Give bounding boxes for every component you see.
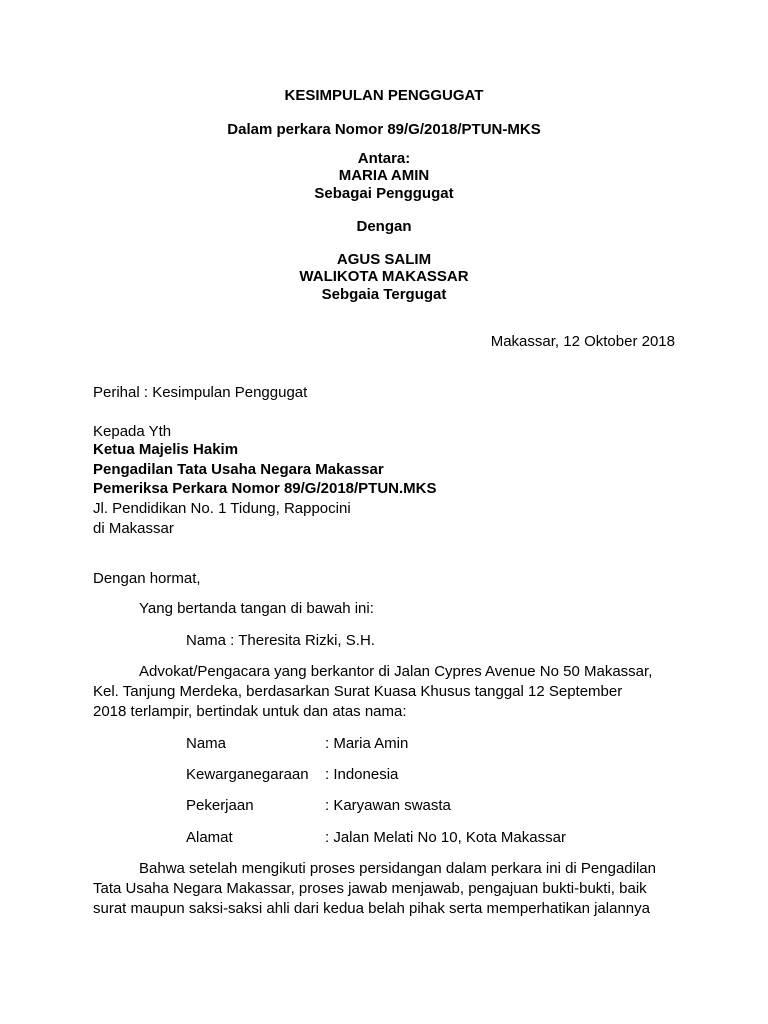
plaintiff-role: Sebagai Penggugat — [314, 185, 454, 202]
client-label-occupation: Pekerjaan — [186, 797, 254, 814]
addressee-address-2: di Makassar — [93, 520, 174, 537]
with-label: Dengan — [356, 218, 412, 235]
advocate-name: Nama : Theresita Rizki, S.H. — [186, 632, 375, 649]
document-title: KESIMPULAN PENGGUGAT — [284, 87, 484, 104]
addressee-to: Kepada Yth — [93, 423, 172, 440]
client-value-nationality: : Indonesia — [325, 766, 399, 783]
addressee-address-1: Jl. Pendidikan No. 1 Tidung, Rappocini — [93, 500, 351, 517]
greeting: Dengan hormat, — [93, 570, 201, 587]
plaintiff-name: MARIA AMIN — [338, 167, 430, 184]
defendant-role: Sebgaia Tergugat — [321, 286, 447, 303]
defendant-name: AGUS SALIM — [336, 251, 432, 268]
defendant-office: WALIKOTA MAKASSAR — [299, 268, 469, 285]
client-value-occupation: : Karyawan swasta — [325, 797, 451, 814]
client-label-nationality: Kewarganegaraan — [186, 766, 309, 783]
addressee-line-3: Pemeriksa Perkara Nomor 89/G/2018/PTUN.MKS — [93, 480, 437, 497]
undersigned-intro: Yang bertanda tangan di bawah ini: — [139, 600, 374, 617]
subject-line: Perihal : Kesimpulan Penggugat — [93, 384, 308, 401]
paragraph-2-line-3: surat maupun saksi-saksi ahli dari kedua belah pihak serta memperhatikan jalannya — [93, 900, 650, 917]
case-number-line: Dalam perkara Nomor 89/G/2018/PTUN-MKS — [227, 121, 541, 138]
paragraph-1-line-1: Advokat/Pengacara yang berkantor di Jalan Cypres Avenue No 50 Makassar, — [139, 663, 653, 680]
client-label-address: Alamat — [186, 829, 233, 846]
place-date: Makassar, 12 Oktober 2018 — [490, 333, 675, 350]
client-value-name: : Maria Amin — [325, 735, 409, 752]
paragraph-1-line-2: Kel. Tanjung Merdeka, berdasarkan Surat Kuasa Khusus tanggal 12 September — [93, 683, 623, 700]
between-label: Antara: — [357, 150, 411, 167]
client-label-name: Nama — [186, 735, 227, 752]
paragraph-1-line-3: 2018 terlampir, bertindak untuk dan atas nama: — [93, 703, 407, 720]
addressee-line-1: Ketua Majelis Hakim — [93, 441, 239, 458]
addressee-line-2: Pengadilan Tata Usaha Negara Makassar — [93, 461, 384, 478]
client-value-address: : Jalan Melati No 10, Kota Makassar — [325, 829, 566, 846]
paragraph-2-line-1: Bahwa setelah mengikuti proses persidangan dalam perkara ini di Pengadilan — [139, 860, 656, 877]
paragraph-2-line-2: Tata Usaha Negara Makassar, proses jawab menjawab, pengajuan bukti-bukti, baik — [93, 880, 647, 897]
